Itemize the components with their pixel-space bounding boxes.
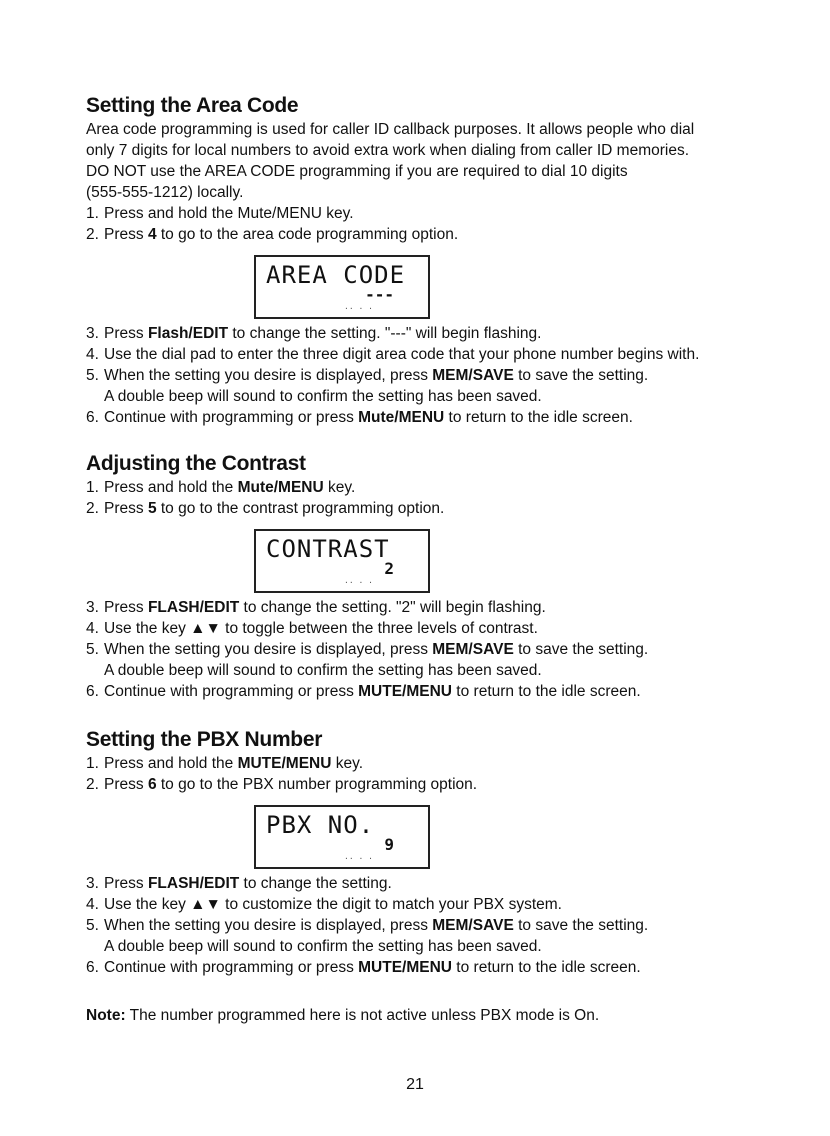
section-title: Adjusting the Contrast bbox=[86, 452, 306, 475]
lcd-indicators: ·· · · bbox=[344, 578, 373, 587]
step: 4. Use the key ▲▼ to customize the digit to match your PBX system. bbox=[86, 896, 562, 913]
lcd-line-1: AREA CODE bbox=[266, 261, 406, 289]
intro-line: only 7 digits for local numbers to avoid extra work when dialing from caller ID memories. bbox=[86, 142, 690, 159]
lcd-indicators: ·· · · bbox=[344, 304, 373, 313]
step: 6. Continue with programming or press MUTE/MENU to return to the idle screen. bbox=[86, 959, 641, 976]
step: 6. Continue with programming or press Mute/MENU to return to the idle screen. bbox=[86, 409, 633, 426]
lcd-display bbox=[254, 529, 430, 593]
step: 4. Use the key ▲▼ to toggle between the three levels of contrast. bbox=[86, 620, 538, 637]
lcd-line-1: CONTRAST bbox=[266, 535, 390, 563]
step: 1. Press and hold the Mute/MENU key. bbox=[86, 479, 356, 496]
intro-line: DO NOT use the AREA CODE programming if you are required to dial 10 digits bbox=[86, 163, 628, 180]
step: 6. Continue with programming or press MUTE/MENU to return to the idle screen. bbox=[86, 683, 641, 700]
lcd-display bbox=[254, 805, 430, 869]
step: 3. Press FLASH/EDIT to change the setting. bbox=[86, 875, 392, 892]
lcd-display bbox=[254, 255, 430, 319]
section-contrast bbox=[86, 452, 786, 702]
page-number: 21 bbox=[406, 1076, 424, 1093]
section-title: Setting the PBX Number bbox=[86, 728, 323, 751]
lcd-line-2: --- bbox=[365, 285, 394, 304]
note-text: The number programmed here is not active unless PBX mode is On. bbox=[125, 1007, 600, 1024]
section-area-code bbox=[86, 94, 786, 428]
step: 3. Press FLASH/EDIT to change the setting. "2" will begin flashing. bbox=[86, 599, 546, 616]
section-pbx-number bbox=[86, 728, 786, 978]
note bbox=[86, 1005, 599, 1026]
step: 1. Press and hold the Mute/MENU key. bbox=[86, 205, 354, 222]
step: 2. Press 6 to go to the PBX number programming option. bbox=[86, 776, 478, 793]
step: 5. When the setting you desire is displayed, press MEM/SAVE to save the setting. A double beep will sound to confirm the setting has been saved. bbox=[86, 917, 649, 955]
step: 2. Press 4 to go to the area code programming option. bbox=[86, 226, 459, 243]
step: 4. Use the dial pad to enter the three digit area code that your phone number begins with. bbox=[86, 346, 700, 363]
lcd-indicators: ·· · · bbox=[344, 854, 373, 863]
lcd-line-2: 9 bbox=[384, 835, 394, 854]
step: 3. Press Flash/EDIT to change the setting. "---" will begin flashing. bbox=[86, 325, 542, 342]
step: 2. Press 5 to go to the contrast programming option. bbox=[86, 500, 445, 517]
step: 5. When the setting you desire is displayed, press MEM/SAVE to save the setting. A double beep will sound to confirm the setting has been saved. bbox=[86, 367, 649, 405]
section-title: Setting the Area Code bbox=[86, 94, 299, 117]
note-label: Note: bbox=[86, 1007, 126, 1024]
intro-line: Area code programming is used for caller ID callback purposes. It allows people who dial bbox=[86, 121, 695, 138]
intro-line: (555-555-1212) locally. bbox=[86, 184, 244, 201]
lcd-line-1: PBX NO. bbox=[266, 811, 375, 839]
step: 5. When the setting you desire is displayed, press MEM/SAVE to save the setting. A double beep will sound to confirm the setting has been saved. bbox=[86, 641, 649, 679]
step: 1. Press and hold the MUTE/MENU key. bbox=[86, 755, 364, 772]
lcd-line-2: 2 bbox=[384, 559, 394, 578]
